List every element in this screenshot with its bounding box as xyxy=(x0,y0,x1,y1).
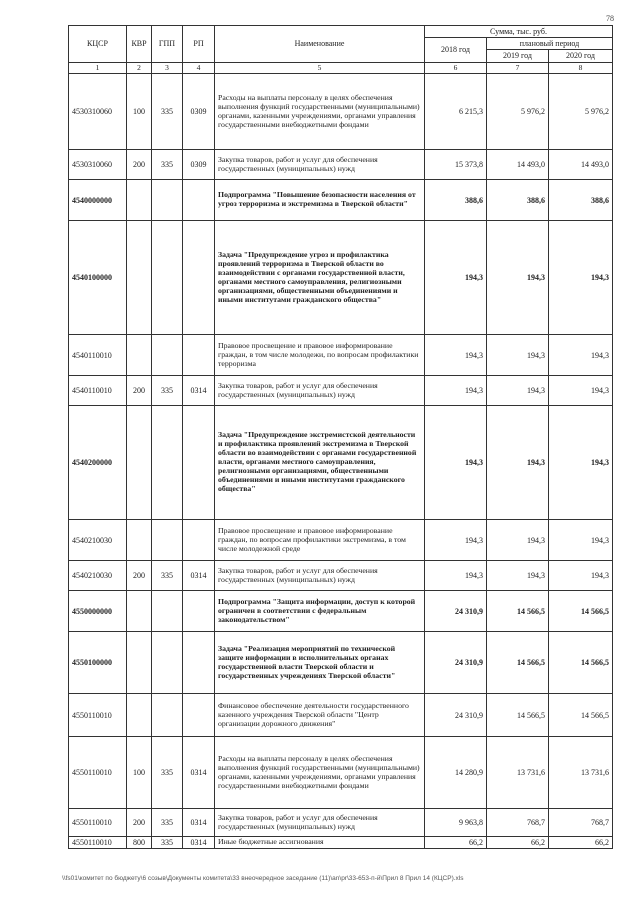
gpp-cell xyxy=(152,591,183,632)
kvr-cell xyxy=(127,694,152,737)
page-number: 78 xyxy=(606,14,614,23)
rp-cell: 0314 xyxy=(183,561,215,591)
kcsr-cell: 4550110010 xyxy=(69,809,127,837)
amount-2020-cell: 194,3 xyxy=(549,335,613,376)
amount-2018-cell: 15 373,8 xyxy=(425,150,487,180)
gpp-cell xyxy=(152,694,183,737)
kvr-cell xyxy=(127,335,152,376)
table-row xyxy=(69,591,613,632)
col-number: 3 xyxy=(152,62,183,74)
name-cell: Задача "Предупреждение угроз и профилактика проявлений терроризма в Тверской области во взаимодействии с органами государственной власти, органами местного самоуправления, религиозными организациями, общественными объединениями и иными институтами гражданского общества" xyxy=(215,221,425,335)
budget-table xyxy=(68,25,613,849)
kcsr-cell: 4540210030 xyxy=(69,561,127,591)
table-row xyxy=(69,180,613,221)
kcsr-cell: 4540110010 xyxy=(69,376,127,406)
rp-cell xyxy=(183,180,215,221)
name-cell: Подпрограмма "Защита информации, доступ к которой ограничен в соответствии с федеральным законодательством" xyxy=(215,591,425,632)
kvr-cell: 100 xyxy=(127,737,152,809)
kvr-cell: 100 xyxy=(127,74,152,150)
table-row xyxy=(69,561,613,591)
amount-2019-cell: 5 976,2 xyxy=(487,74,549,150)
amount-2020-cell: 14 566,5 xyxy=(549,694,613,737)
kvr-cell xyxy=(127,632,152,694)
col-number: 4 xyxy=(183,62,215,74)
gpp-cell xyxy=(152,180,183,221)
amount-2019-cell: 14 566,5 xyxy=(487,591,549,632)
kvr-cell xyxy=(127,221,152,335)
col-number: 8 xyxy=(549,62,613,74)
amount-2020-cell: 194,3 xyxy=(549,406,613,520)
gpp-cell: 335 xyxy=(152,150,183,180)
amount-2018-cell: 24 310,9 xyxy=(425,632,487,694)
rp-cell: 0314 xyxy=(183,737,215,809)
kvr-cell xyxy=(127,520,152,561)
kcsr-cell: 4540000000 xyxy=(69,180,127,221)
col-number: 2 xyxy=(127,62,152,74)
header-2019: 2019 год xyxy=(487,50,549,62)
rp-cell: 0314 xyxy=(183,376,215,406)
table-row xyxy=(69,74,613,150)
amount-2020-cell: 5 976,2 xyxy=(549,74,613,150)
header-sum: Сумма, тыс. руб. xyxy=(425,26,613,38)
gpp-cell xyxy=(152,335,183,376)
amount-2018-cell: 194,3 xyxy=(425,335,487,376)
table-row xyxy=(69,335,613,376)
amount-2019-cell: 194,3 xyxy=(487,376,549,406)
kcsr-cell: 4540100000 xyxy=(69,221,127,335)
kvr-cell: 200 xyxy=(127,376,152,406)
amount-2019-cell: 194,3 xyxy=(487,335,549,376)
kcsr-cell: 4540110010 xyxy=(69,335,127,376)
kcsr-cell: 4550000000 xyxy=(69,591,127,632)
table-row xyxy=(69,632,613,694)
header-gpp: ГПП xyxy=(152,26,183,63)
amount-2019-cell: 768,7 xyxy=(487,809,549,837)
name-cell: Закупка товаров, работ и услуг для обеспечения государственных (муниципальных) нужд xyxy=(215,376,425,406)
amount-2019-cell: 194,3 xyxy=(487,561,549,591)
gpp-cell xyxy=(152,221,183,335)
amount-2019-cell: 66,2 xyxy=(487,837,549,849)
amount-2018-cell: 194,3 xyxy=(425,376,487,406)
table-row xyxy=(69,837,613,849)
gpp-cell xyxy=(152,520,183,561)
kvr-cell: 200 xyxy=(127,150,152,180)
col-number: 7 xyxy=(487,62,549,74)
kvr-cell: 200 xyxy=(127,561,152,591)
kcsr-cell: 4540210030 xyxy=(69,520,127,561)
amount-2020-cell: 13 731,6 xyxy=(549,737,613,809)
header-kcsr: КЦСР xyxy=(69,26,127,63)
col-number: 6 xyxy=(425,62,487,74)
amount-2019-cell: 14 566,5 xyxy=(487,694,549,737)
table-header xyxy=(69,26,613,74)
name-cell: Расходы на выплаты персоналу в целях обеспечения выполнения функций государственными (муниципальными) органами, казенными учреждениями, органами управления государственными внебюджетными фондами xyxy=(215,737,425,809)
name-cell: Закупка товаров, работ и услуг для обеспечения государственных (муниципальных) нужд xyxy=(215,561,425,591)
amount-2019-cell: 388,6 xyxy=(487,180,549,221)
rp-cell: 0314 xyxy=(183,837,215,849)
header-rp: РП xyxy=(183,26,215,63)
file-path-footer: \\fs01\комитет по бюджету\6 созыв\Документы комитета\33 внеочередное заседание (11)\an\pr\33-653-п-й\Прил 8 Прил 14 (КЦСР).xls xyxy=(62,875,464,882)
table-row xyxy=(69,737,613,809)
rp-cell xyxy=(183,591,215,632)
amount-2020-cell: 194,3 xyxy=(549,221,613,335)
amount-2020-cell: 14 566,5 xyxy=(549,632,613,694)
amount-2018-cell: 66,2 xyxy=(425,837,487,849)
header-2018: 2018 год xyxy=(425,38,487,62)
kcsr-cell: 4530310060 xyxy=(69,74,127,150)
rp-cell xyxy=(183,221,215,335)
kvr-cell: 800 xyxy=(127,837,152,849)
amount-2020-cell: 194,3 xyxy=(549,561,613,591)
amount-2020-cell: 14 493,0 xyxy=(549,150,613,180)
amount-2019-cell: 194,3 xyxy=(487,221,549,335)
rp-cell xyxy=(183,520,215,561)
kvr-cell xyxy=(127,591,152,632)
amount-2018-cell: 6 215,3 xyxy=(425,74,487,150)
gpp-cell: 335 xyxy=(152,737,183,809)
header-2020: 2020 год xyxy=(549,50,613,62)
col-number: 5 xyxy=(215,62,425,74)
kcsr-cell: 4550100000 xyxy=(69,632,127,694)
rp-cell xyxy=(183,632,215,694)
amount-2019-cell: 14 493,0 xyxy=(487,150,549,180)
gpp-cell: 335 xyxy=(152,561,183,591)
rp-cell xyxy=(183,406,215,520)
name-cell: Задача "Предупреждение экстремистской деятельности и профилактика проявлений экстремизма в Тверской области во взаимодействии с органами государственной власти, органами местного самоуправления, религиозными организациями, общественными объединениями и иными институтами гражданского общества" xyxy=(215,406,425,520)
amount-2018-cell: 388,6 xyxy=(425,180,487,221)
kvr-cell: 200 xyxy=(127,809,152,837)
kcsr-cell: 4550110010 xyxy=(69,737,127,809)
gpp-cell xyxy=(152,632,183,694)
table-row xyxy=(69,809,613,837)
name-cell: Закупка товаров, работ и услуг для обеспечения государственных (муниципальных) нужд xyxy=(215,809,425,837)
amount-2020-cell: 14 566,5 xyxy=(549,591,613,632)
table-row xyxy=(69,406,613,520)
rp-cell: 0314 xyxy=(183,809,215,837)
name-cell: Иные бюджетные ассигнования xyxy=(215,837,425,849)
name-cell: Подпрограмма "Повышение безопасности населения от угроз терроризма и экстремизма в Тверской области" xyxy=(215,180,425,221)
rp-cell xyxy=(183,335,215,376)
header-plan-period: плановый период xyxy=(487,38,613,50)
amount-2019-cell: 194,3 xyxy=(487,520,549,561)
amount-2020-cell: 388,6 xyxy=(549,180,613,221)
kvr-cell xyxy=(127,406,152,520)
table-row xyxy=(69,520,613,561)
name-cell: Закупка товаров, работ и услуг для обеспечения государственных (муниципальных) нужд xyxy=(215,150,425,180)
table-row xyxy=(69,376,613,406)
header-name: Наименование xyxy=(215,26,425,63)
amount-2018-cell: 24 310,9 xyxy=(425,694,487,737)
table-body xyxy=(69,74,613,849)
amount-2018-cell: 194,3 xyxy=(425,561,487,591)
name-cell: Задача "Реализация мероприятий по технической защите информации в исполнительных органах государственной власти Тверской области и государственных учреждениях Тверской области" xyxy=(215,632,425,694)
amount-2020-cell: 194,3 xyxy=(549,520,613,561)
kcsr-cell: 4550110010 xyxy=(69,837,127,849)
amount-2020-cell: 194,3 xyxy=(549,376,613,406)
kcsr-cell: 4550110010 xyxy=(69,694,127,737)
rp-cell: 0309 xyxy=(183,74,215,150)
amount-2018-cell: 24 310,9 xyxy=(425,591,487,632)
amount-2020-cell: 768,7 xyxy=(549,809,613,837)
amount-2019-cell: 14 566,5 xyxy=(487,632,549,694)
table-row xyxy=(69,150,613,180)
name-cell: Правовое просвещение и правовое информирование граждан, по вопросам профилактики экстремизма, в том числе молодежной среде xyxy=(215,520,425,561)
amount-2019-cell: 13 731,6 xyxy=(487,737,549,809)
amount-2018-cell: 194,3 xyxy=(425,406,487,520)
col-number: 1 xyxy=(69,62,127,74)
gpp-cell: 335 xyxy=(152,837,183,849)
name-cell: Правовое просвещение и правовое информирование граждан, в том числе молодежи, по вопросам профилактики терроризма xyxy=(215,335,425,376)
gpp-cell: 335 xyxy=(152,74,183,150)
table-row xyxy=(69,694,613,737)
gpp-cell xyxy=(152,406,183,520)
kcsr-cell: 4530310060 xyxy=(69,150,127,180)
name-cell: Финансовое обеспечение деятельности государственного казенного учреждения Тверской области "Центр организации дорожного движения" xyxy=(215,694,425,737)
column-numbers-row xyxy=(69,62,613,74)
amount-2020-cell: 66,2 xyxy=(549,837,613,849)
amount-2018-cell: 9 963,8 xyxy=(425,809,487,837)
name-cell: Расходы на выплаты персоналу в целях обеспечения выполнения функций государственными (муниципальными) органами, казенными учреждениями, органами управления государственными внебюджетными фондами xyxy=(215,74,425,150)
kcsr-cell: 4540200000 xyxy=(69,406,127,520)
rp-cell: 0309 xyxy=(183,150,215,180)
rp-cell xyxy=(183,694,215,737)
header-kvr: КВР xyxy=(127,26,152,63)
amount-2018-cell: 194,3 xyxy=(425,221,487,335)
gpp-cell: 335 xyxy=(152,809,183,837)
table-row xyxy=(69,221,613,335)
gpp-cell: 335 xyxy=(152,376,183,406)
amount-2018-cell: 14 280,9 xyxy=(425,737,487,809)
amount-2018-cell: 194,3 xyxy=(425,520,487,561)
amount-2019-cell: 194,3 xyxy=(487,406,549,520)
kvr-cell xyxy=(127,180,152,221)
